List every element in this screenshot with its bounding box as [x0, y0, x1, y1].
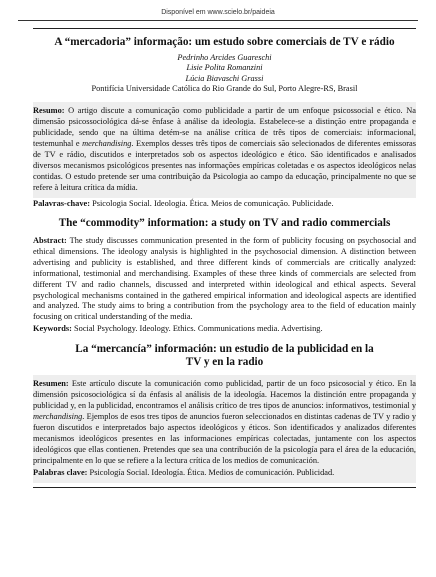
- resumen-emphasis: merchandising: [33, 412, 83, 422]
- abstract-body: The study discusses communication presented in the form of publicity focusing on psychosocial and ethical dimensions. The ideology analysis is highlighted in the psychosocial dimension. A distinction between advertising and publicity is established, and three different kinds of commercials are critically analyzed: informational, testimonial and merchandising. Examples of these three kinds of commercials are selected from different TV and radio channels, discussed and interpreted within ideological and ethical aspects. Several psychological mechanisms contained in the gathered empirical information and ideological aspects are identified and analyzed. The study aims to bring a contribution from the psychology area to the field of education mainly focusing on critical understanding of the media.: [33, 235, 416, 322]
- keywords-portuguese: [33, 199, 416, 210]
- keywords-values: Social Psychology. Ideology. Ethics. Communications media. Advertising.: [71, 324, 323, 334]
- abstract-portuguese: [33, 102, 416, 198]
- resumen-label: Resumen:: [33, 379, 69, 389]
- author-3: Lúcia Biavaschi Grassi: [185, 73, 264, 83]
- title-portuguese: A “mercadoria” informação: um estudo sobre comerciais de TV e rádio: [54, 36, 395, 48]
- title-spanish-line-1: La “mercancía” información: un estudio de la publicidad en la: [75, 343, 374, 356]
- abstract-label: Abstract:: [33, 235, 67, 245]
- resumo-emphasis: merchandising: [82, 139, 132, 149]
- resumo-body-1: O artigo discute a comunicação como publicidade a partir de um enfoque psicossocial e ético. Na dimensão psicossociológica dá-se ênfase à análise da ideologia. Estabelece-se a distinção entre propaganda e publicidade, sendo que na última detém-se na análise crítica de três tipos de comerciais: informacional, testemunhal e: [33, 106, 416, 149]
- resumen-text: [33, 379, 416, 467]
- resumen-body-2: . Ejemplos de esos tres tipos de anuncios fueron seleccionados en distintas cadenas de TV y radio y fueron discutidos e interpretados bajo aspectos ideológicos y éticos. Son identificados y analizados diferentes mecanismos ideológicos presentes en las informaciones empíricas colectadas, juntamente con los aspectos ideológicos que ellas contienen. Pretendes que sea una contribución de la psicología para el área de la educación, principalmente en lo que se refiere a la lectura crítica de los medios de comunicación.: [33, 412, 416, 466]
- author-list: [33, 53, 416, 84]
- bottom-rule: [33, 487, 416, 488]
- palavras-chave-values: Psicologia Social. Ideologia. Ética. Meios de comunicação. Publicidade.: [90, 198, 334, 208]
- resumo-label: Resumo:: [33, 106, 65, 116]
- resumo-body-2: . Exemplos desses três tipos de comerciais são selecionados de diferentes emissoras de TV e rádio, discutidos e interpretados sob os aspectos ideológico e ético. São identificados e analisados diversos mecanismos psicológicos presentes nas informações empíricas coletadas e os aspectos ideológicos nelas contidas. O estudo pretende ser uma contribuição da Psicologia ao campo da educação, principalmente no que se refere à leitura crítica da mídia.: [33, 139, 416, 192]
- palavras-chave-label: Palavras-chave:: [33, 198, 91, 208]
- abstract-spanish: [33, 375, 416, 483]
- keywords-spanish: [33, 468, 416, 479]
- title-spanish-line-2: TV y en la radio: [185, 356, 264, 369]
- keywords-english: [33, 324, 416, 335]
- author-2: Lisie Polita Romanzini: [186, 63, 263, 73]
- affiliation: Pontifícia Universidade Católica do Rio Grande do Sul, Porto Alegre-RS, Brasil: [91, 83, 358, 93]
- abstract-english: [33, 236, 416, 324]
- resumen-body-1: Este artículo discute la comunicación como publicidad, partir de un foco psicosocial y ético. En la dimensión psicosociológica sí da énfasis al análisis de la ideología. Hacemos la distinción entre propaganda y publicidad y, en la publicidad, encontramos el análisis crítico de tres tipos de anuncios: informativos, testimonial y: [33, 379, 416, 411]
- palabras-clave-label: Palabras clave:: [33, 467, 88, 477]
- resumo-text: [33, 106, 416, 194]
- article-first-page: [33, 28, 416, 488]
- author-1: Pedrinho Arcides Guareschi: [177, 53, 272, 62]
- title-spanish: [33, 343, 416, 369]
- palabras-clave-values: Psicología Social. Ideología. Ética. Medios de comunicación. Publicidad.: [87, 467, 335, 477]
- title-english: The “commodity” information: a study on TV and radio commercials: [58, 216, 391, 229]
- keywords-label: Keywords:: [33, 324, 72, 334]
- source-header: Disponível em www.scielo.br/paideia: [18, 6, 418, 21]
